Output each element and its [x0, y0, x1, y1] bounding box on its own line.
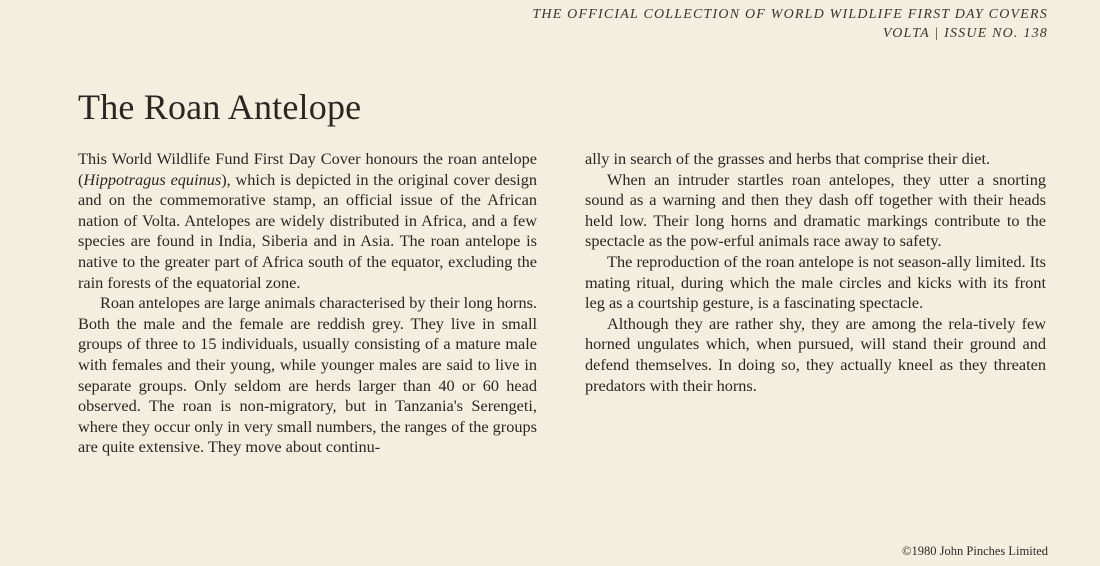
page-title: The Roan Antelope: [78, 87, 362, 127]
paragraph-defense: Although they are rather shy, they are among the rela-tively few horned ungulates which, when pursued, will stand their ground and defend themselves. In doing so, they actually kneel as they threaten predators with their horns.: [585, 313, 1046, 395]
copyright-notice: ©1980 John Pinches Limited: [902, 544, 1048, 558]
paragraph-intruder: When an intruder startles roan antelopes, they utter a snorting sound as a warning and then they dash off together with their heads held low. Their long horns and dramatic markings contribute to the spectacle as the pow-erful animals race away to safety.: [585, 169, 1046, 251]
scientific-name: Hippotragus equinus: [83, 169, 222, 189]
intro-text-start: This World Wildlife Fund First Day Cover honours the roan antelope (: [78, 149, 537, 189]
paragraph-continuation: ally in search of the grasses and herbs that comprise their diet.: [585, 149, 991, 168]
left-text-column: [78, 149, 537, 458]
intro-text-end: ), which is depicted in the original cover design and on the commemorative stamp, an official issue of the African nation of Volta. Antelopes are widely distributed in Africa, and a few species are found in India, Siberia and in Asia. The roan antelope is native to the greater part of Africa south of the equator, excluding the rain forests of the equatorial zone.: [78, 169, 537, 292]
header-line-issue: VOLTA | ISSUE NO. 138: [882, 26, 1048, 41]
paragraph-description: Roan antelopes are large animals characterised by their long horns. Both the male and the female are reddish grey. They live in small groups of three to 15 individuals, usually consisting of a mature male with females and their young, while younger males are said to live in separate groups. Only seldom are herds larger than 40 or 60 head observed. The roan is non-migratory, but in Tanzania's Serengeti, where they occur only in very small numbers, the ranges of the groups are quite extensive. They move about continu-: [78, 293, 537, 457]
header-line-collection: THE OFFICIAL COLLECTION OF WORLD WILDLIFE FIRST DAY COVERS: [532, 7, 1048, 22]
paragraph-intro: [78, 149, 537, 293]
right-text-column: [585, 149, 1046, 396]
paragraph-reproduction: The reproduction of the roan antelope is not season-ally limited. Its mating ritual, during which the male circles and kicks with its front leg as a courtship gesture, is a fascinating spectacle.: [585, 251, 1046, 313]
collection-header: [532, 5, 1048, 43]
